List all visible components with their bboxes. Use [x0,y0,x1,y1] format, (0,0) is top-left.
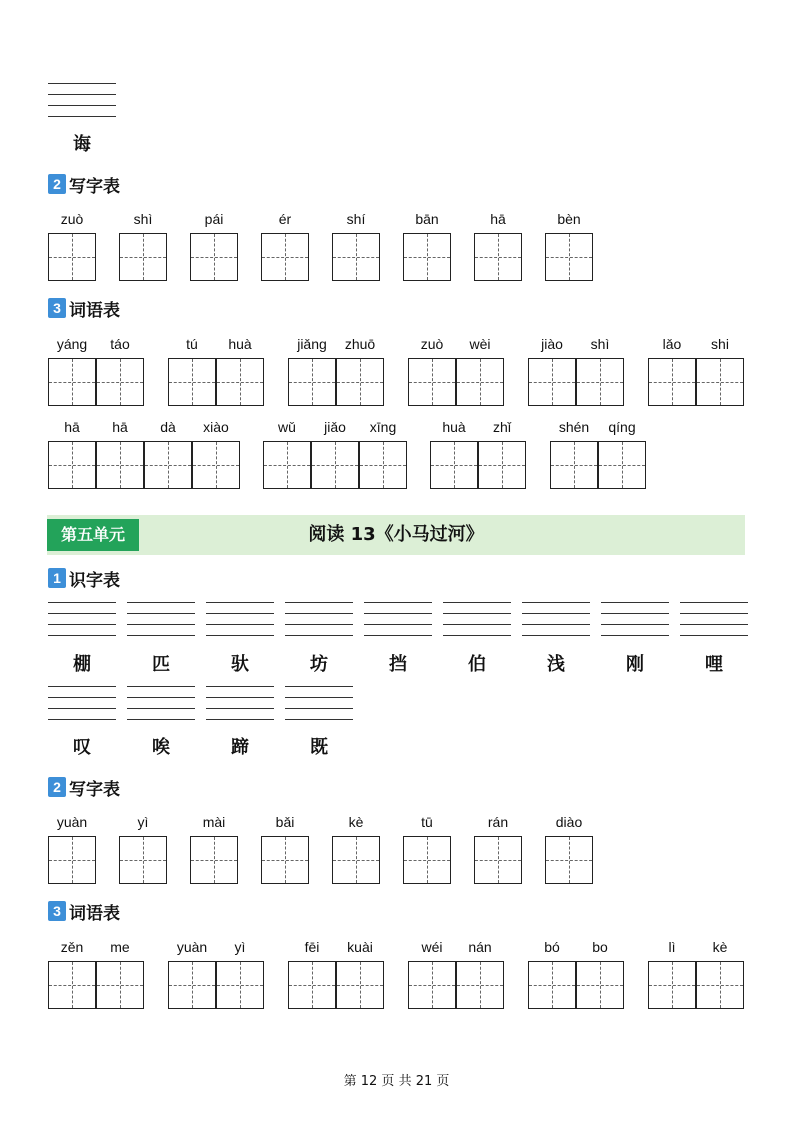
tianzige-box [696,961,744,1009]
tianzige-box [456,358,504,406]
pinyin-label: wǔ [278,419,296,435]
pinyin-label: zuò [420,336,444,352]
char-label: 刚 [626,654,644,675]
pinyin-label: hā [112,419,128,435]
section-heading: 识字表 [69,570,120,591]
pinyin-label: kè [712,939,728,955]
pinyin-label: hā [64,419,80,435]
writing-lines [364,602,432,636]
pinyin-label: yuàn [176,939,208,955]
tianzige-box [550,441,598,489]
section-heading: 词语表 [69,903,120,924]
pinyin-label: huà [442,419,466,435]
writing-lines [48,83,116,117]
char-label: 棚 [73,654,91,675]
pinyin-label: zuò [60,211,84,227]
tianzige-box [408,961,456,1009]
tianzige-box [263,441,311,489]
tianzige-box [190,836,238,884]
tianzige-box [474,836,522,884]
tianzige-box [403,836,451,884]
char-label: 坊 [310,654,328,675]
tianzige-box [144,441,192,489]
pinyin-label: jiào [541,336,563,352]
pinyin-label: rán [487,814,509,830]
tianzige-box [48,836,96,884]
section-heading: 写字表 [69,176,120,197]
tianzige-box [190,233,238,281]
section-number: 2 [48,174,66,194]
pinyin-label: shì [590,336,610,352]
tianzige-box [576,961,624,1009]
pinyin-label: shì [133,211,153,227]
pinyin-label: zhǐ [493,419,511,435]
writing-lines [443,602,511,636]
writing-lines [206,602,274,636]
char-label: 挡 [389,654,407,675]
pinyin-label: yì [137,814,149,830]
pinyin-label: qíng [608,419,636,435]
tianzige-box [311,441,359,489]
tianzige-box [545,233,593,281]
unit-tag: 第五单元 [47,519,139,551]
tianzige-box [288,961,336,1009]
tianzige-box [216,961,264,1009]
writing-lines [48,686,116,720]
tianzige-box [332,836,380,884]
pinyin-label: xiào [203,419,229,435]
tianzige-box [456,961,504,1009]
writing-lines [285,686,353,720]
section-number: 2 [48,777,66,797]
pinyin-label: dà [160,419,176,435]
tianzige-box [478,441,526,489]
pinyin-label: jiǎng [297,336,327,352]
writing-lines [285,602,353,636]
tianzige-box [648,358,696,406]
section-word-table [48,900,120,922]
pinyin-label: mài [202,814,226,830]
section-number: 1 [48,568,66,588]
tianzige-box [119,836,167,884]
tianzige-box [96,961,144,1009]
tianzige-box [474,233,522,281]
tianzige-box [408,358,456,406]
pinyin-label: fēi [304,939,320,955]
tianzige-box [48,358,96,406]
pinyin-label: zhuō [344,336,376,352]
pinyin-label: lì [668,939,676,955]
tianzige-box [216,358,264,406]
char-label: 唉 [152,737,170,758]
tianzige-box [648,961,696,1009]
pinyin-label: me [110,939,130,955]
pinyin-label: yuàn [56,814,88,830]
char-label: 哩 [705,654,723,675]
lesson-title: 阅读 13《小马过河》 [308,524,484,545]
tianzige-box [528,358,576,406]
page-footer: 第 12 页 共 21 页 [343,1074,450,1089]
char-label: 蹄 [231,737,249,758]
writing-lines [680,602,748,636]
tianzige-box [48,233,96,281]
writing-lines [206,686,274,720]
pinyin-label: ér [278,211,292,227]
pinyin-label: kuài [347,939,373,955]
writing-lines [48,602,116,636]
tianzige-box [96,358,144,406]
tianzige-box [168,961,216,1009]
tianzige-box [598,441,646,489]
char-label: 浅 [547,654,565,675]
section-word-table [48,297,120,319]
pinyin-label: hā [490,211,506,227]
writing-lines [601,602,669,636]
tianzige-box [545,836,593,884]
pinyin-label: diào [555,814,583,830]
writing-lines [127,686,195,720]
pinyin-label: xīng [369,419,397,435]
char-label: 匹 [152,654,170,675]
writing-lines [522,602,590,636]
section-number: 3 [48,901,66,921]
tianzige-box [528,961,576,1009]
pinyin-label: yáng [56,336,88,352]
pinyin-label: shén [558,419,590,435]
tianzige-box [403,233,451,281]
pinyin-label: kè [348,814,364,830]
tianzige-box [359,441,407,489]
char-label: 既 [310,737,328,758]
pinyin-label: lǎo [662,336,682,352]
tianzige-box [261,836,309,884]
section-number: 3 [48,298,66,318]
pinyin-label: pái [204,211,224,227]
char-label: 驮 [231,654,249,675]
tianzige-box [48,961,96,1009]
pinyin-label: bèn [557,211,581,227]
section-write-table [48,173,120,195]
pinyin-label: zěn [60,939,84,955]
pinyin-label: nán [468,939,492,955]
tianzige-box [430,441,478,489]
pinyin-label: shi [711,336,729,352]
unit-banner [47,515,745,555]
tianzige-box [336,961,384,1009]
tianzige-box [288,358,336,406]
char-label: 伯 [468,654,486,675]
writing-lines [127,602,195,636]
tianzige-box [576,358,624,406]
pinyin-label: tū [421,814,433,830]
tianzige-box [336,358,384,406]
pinyin-label: bān [415,211,439,227]
tianzige-box [332,233,380,281]
pinyin-label: bǎi [275,814,295,830]
pinyin-label: táo [110,336,130,352]
pinyin-label: bó [544,939,560,955]
pinyin-label: huà [228,336,252,352]
tianzige-box [168,358,216,406]
char-label: 诲 [73,134,91,155]
pinyin-label: wèi [469,336,491,352]
section-write-table [48,776,120,798]
pinyin-label: tú [186,336,198,352]
tianzige-box [261,233,309,281]
section-recognize-table [48,567,120,589]
tianzige-box [119,233,167,281]
section-heading: 词语表 [69,300,120,321]
pinyin-label: shí [346,211,366,227]
pinyin-label: jiǎo [324,419,346,435]
pinyin-label: yì [234,939,246,955]
pinyin-label: wéi [421,939,443,955]
section-heading: 写字表 [69,779,120,800]
tianzige-box [192,441,240,489]
pinyin-label: bo [592,939,608,955]
tianzige-box [96,441,144,489]
tianzige-box [48,441,96,489]
char-label: 叹 [73,737,91,758]
tianzige-box [696,358,744,406]
